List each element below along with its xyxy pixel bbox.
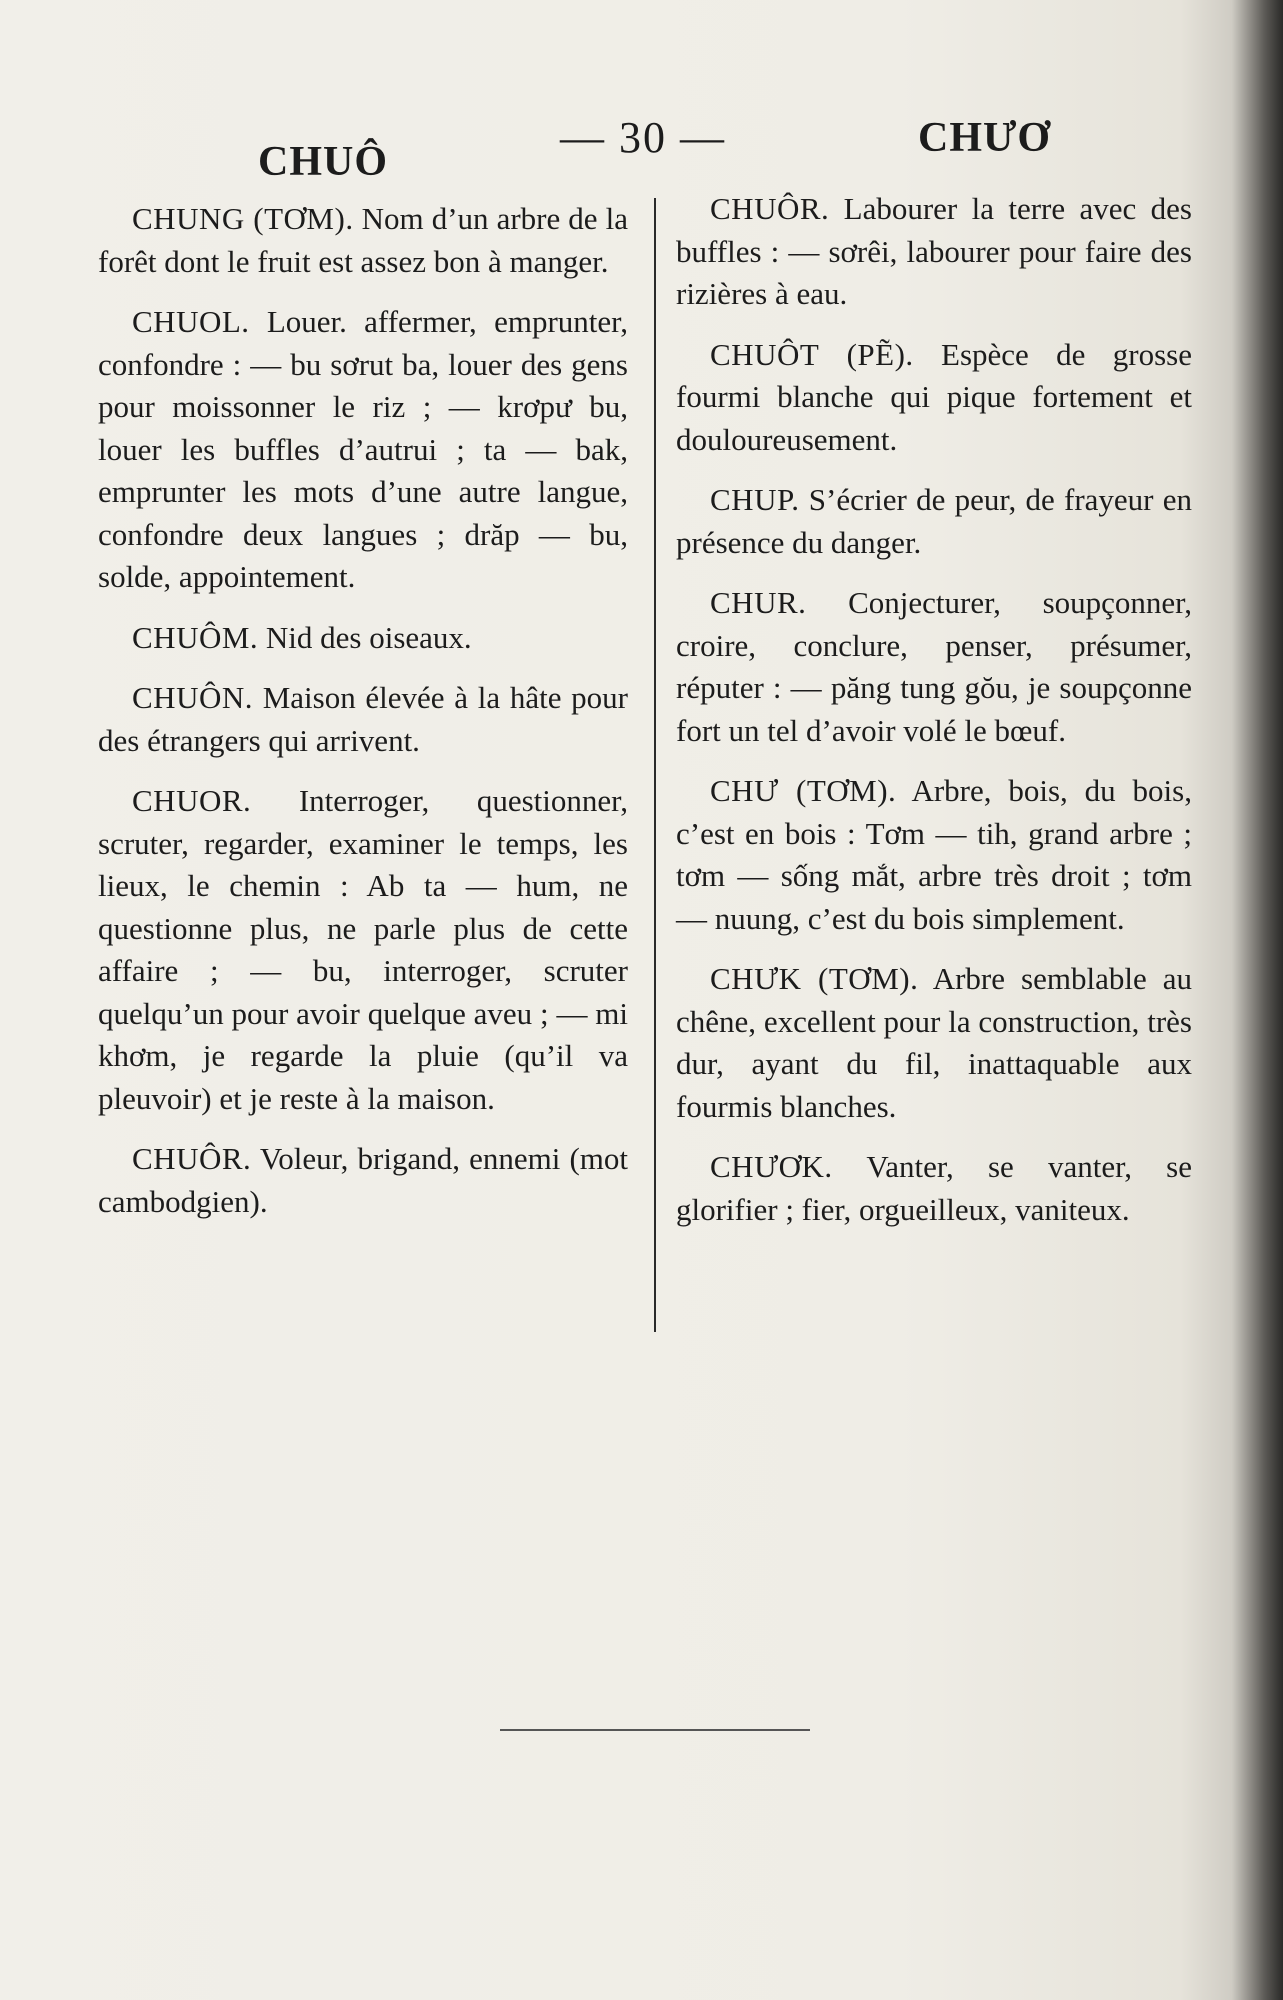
footer-rule [500, 1729, 810, 1731]
dictionary-entry [676, 334, 1192, 462]
entry-headword: CHUÔN. [132, 680, 253, 715]
dictionary-entry [676, 582, 1192, 752]
dictionary-entry [676, 770, 1192, 940]
entry-headword: CHƯK (TƠM). [710, 961, 919, 996]
entry-definition: Nom d’un arbre de la forêt dont le fruit est assez bon à manger. [98, 201, 628, 279]
entry-headword: CHUOL. [132, 304, 250, 339]
entry-headword: CHUÔR. [132, 1141, 252, 1176]
right-column [676, 188, 1192, 1249]
column-divider [654, 198, 656, 1332]
entry-definition: Nid des oiseaux. [265, 619, 472, 655]
dictionary-entry [676, 188, 1192, 316]
page-header [0, 108, 1283, 188]
entry-headword: CHUOR. [132, 783, 252, 818]
entry-definition: Espèce de grosse fourmi blanche qui pique fortement et douloureusement. [676, 336, 1193, 457]
entry-headword: CHUNG (TƠM). [132, 201, 354, 236]
dictionary-entry [98, 780, 628, 1120]
dictionary-entry [98, 617, 628, 660]
entry-headword: CHƯ (TƠM). [710, 773, 897, 808]
dictionary-entry [98, 301, 628, 599]
entry-definition: Vanter, se vanter, se glorifier ; fier, orgueilleux, vaniteux. [676, 1149, 1192, 1227]
dictionary-entry [98, 1138, 628, 1223]
entry-definition: Maison élevée à la hâte pour des étrangers qui arrivent. [98, 680, 628, 758]
entry-headword: CHUP. [710, 482, 800, 517]
entry-definition: Arbre semblable au chêne, excellent pour la construction, très dur, ayant du fil, inattaquable aux fourmis blanches. [676, 961, 1193, 1124]
entry-headword: CHUÔT (PẼ). [710, 336, 914, 372]
page-number: — 30 — [560, 113, 726, 162]
entry-definition: Louer. affermer, emprunter, confondre : — bu sơrut ba, louer des gens pour moissonner le riz ; — krơpư bu, louer les buffles d’autrui ; ta — bak, emprunter les mots d’une autre langue, confondre deux langues ; drăp — bu, solde, appointement. [98, 304, 629, 594]
dictionary-entry [676, 958, 1192, 1128]
entry-headword: CHƯƠK. [710, 1149, 833, 1184]
entry-definition: Labourer la terre avec des buffles : — sơrêi, labourer pour faire des rizières à eau. [676, 191, 1192, 311]
entry-definition: Conjecturer, soupçonner, croire, conclure, penser, présumer, réputer : — păng tung gŏu, je soupçonne fort un tel d’avoir volé le bœuf. [676, 585, 1193, 748]
entry-definition: Voleur, brigand, ennemi (mot cambodgien). [98, 1141, 628, 1219]
running-head-left: CHUÔ [258, 139, 388, 185]
entry-headword: CHUÔM. [132, 619, 259, 655]
running-head-right: CHƯƠ [918, 115, 1052, 161]
dictionary-entry [98, 198, 628, 283]
left-column [98, 198, 628, 1241]
entry-headword: CHUÔR. [710, 191, 830, 226]
dictionary-entry [676, 479, 1192, 564]
entry-definition: Interroger, questionner, scruter, regarder, examiner le temps, les lieux, le chemin : Ab ta — hum, ne questionne plus, ne parle plus de cette affaire ; — bu, interroger, scruter quelqu’un pour avoir quelque aveu ; — mi khơm, je regarde la pluie (qu’il va pleuvoir) et je reste à la maison. [98, 783, 628, 1116]
entry-headword: CHUR. [710, 585, 807, 620]
entry-definition: Arbre, bois, du bois, c’est en bois : Tơm — tih, grand arbre ; tơm — sống mắt, arbre très droit ; tơm — nuung, c’est du bois simplement. [676, 773, 1192, 936]
dictionary-entry [676, 1146, 1192, 1231]
dictionary-entry [98, 677, 628, 762]
entry-definition: S’écrier de peur, de frayeur en présence du danger. [676, 482, 1193, 560]
